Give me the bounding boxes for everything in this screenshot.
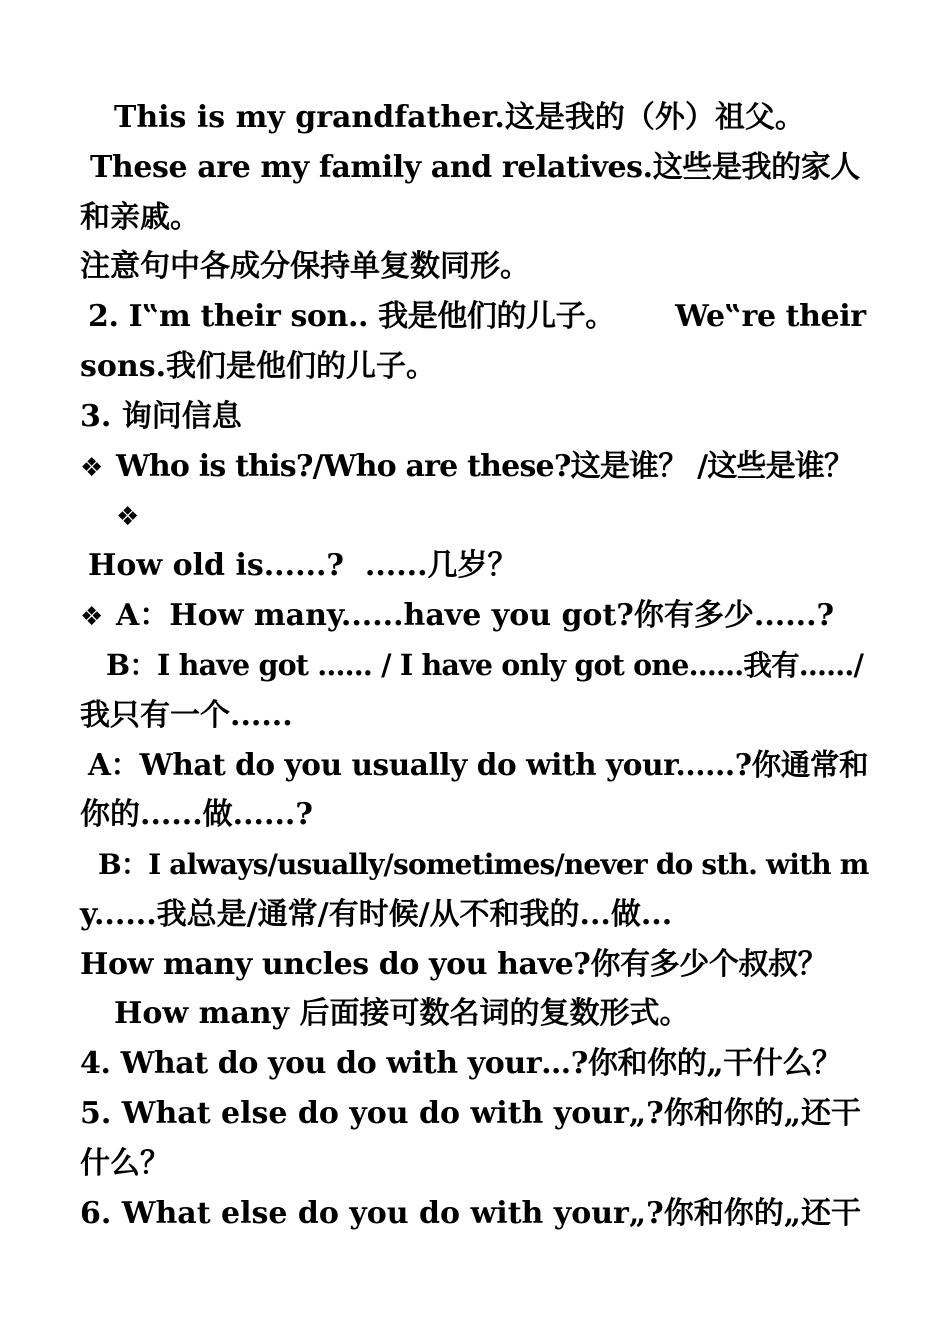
text-line: These are my family and relatives.这些是我的家人	[90, 149, 860, 185]
text-line: A：What do you usually do with your......?你通常和	[88, 747, 869, 783]
text-line: This is my grandfather.这是我的（外）祖父。	[114, 100, 805, 135]
text-line: 4. What do you do with your…?你和你的„干什么？	[80, 1046, 842, 1082]
text-line: sons.我们是他们的儿子。	[80, 348, 437, 384]
text-line: B：I always/usually/sometimes/never do sth. with m	[98, 847, 869, 881]
text-line: 6. What else do you do with your„?你和你的„还干	[80, 1195, 861, 1231]
text-line: B：I have got ...... / I have only got one......我有....../	[106, 647, 864, 682]
text-line: 和亲戚。	[80, 199, 200, 235]
text-line: 我只有一个......	[80, 697, 293, 733]
section-heading: 3. 询问信息	[80, 398, 242, 434]
bullet-icon: ❖	[80, 601, 104, 632]
text-line: How old is......? ......几岁？	[88, 548, 518, 584]
bullet-icon: ❖	[116, 502, 140, 533]
text-line: How many uncles do you have?你有多少个叔叔？	[80, 946, 828, 982]
bulleted-line: ❖ Who is this?/Who are these?这是谁？ /这些是谁？	[80, 442, 870, 492]
text-line: 什么？	[80, 1145, 170, 1181]
bullet-icon: ❖	[80, 452, 103, 483]
bulleted-line: ❖ A：How many......have you got?你有多少......?	[80, 591, 870, 641]
text-line: 2. I‟m their son.. 我是他们的儿子。 We‟re their	[88, 299, 866, 335]
text-line: 5. What else do you do with your„?你和你的„还干	[80, 1095, 861, 1131]
text-line: 注意句中各成分保持单复数同形。	[80, 249, 530, 285]
text-line: 你的......做......?	[80, 797, 313, 833]
text-line: y......我总是/通常/有时候/从不和我的...做...	[80, 896, 673, 932]
document-body	[80, 93, 870, 1238]
text-line: How many 后面接可数名词的复数形式。	[114, 996, 690, 1032]
bulleted-line-empty	[80, 491, 870, 541]
